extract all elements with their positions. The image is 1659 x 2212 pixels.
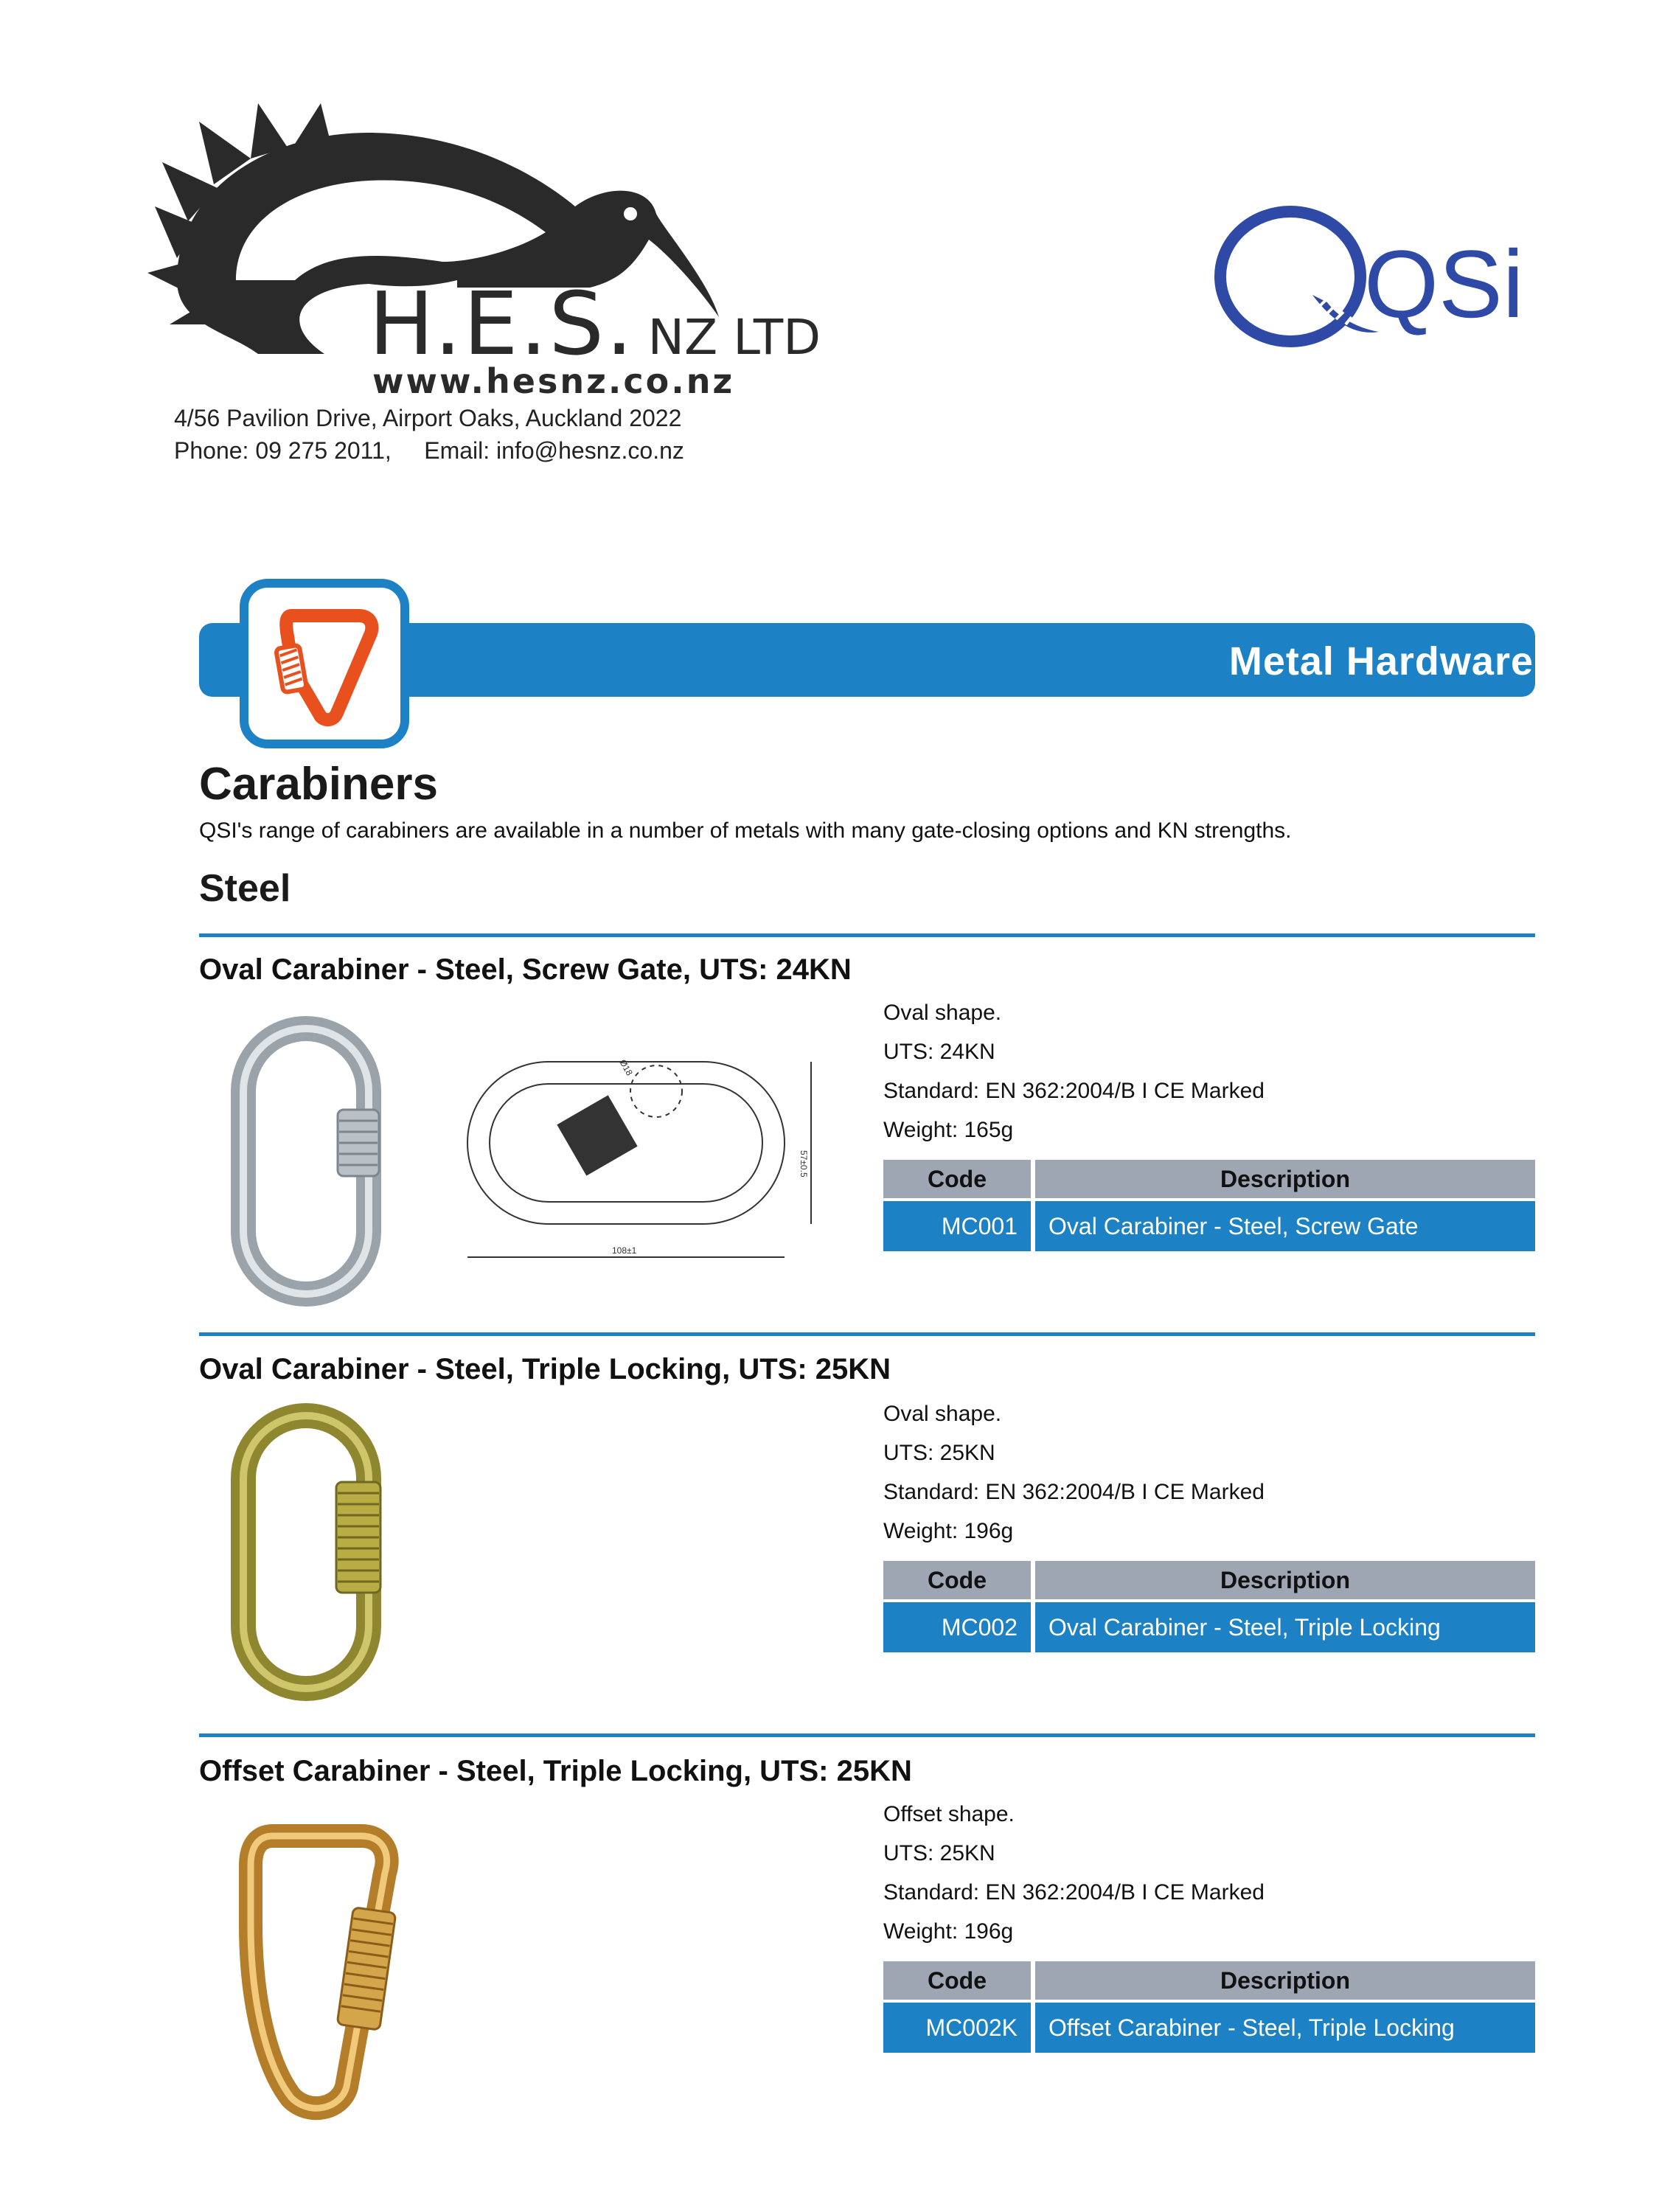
product-table: Code Description MC002 Oval Carabiner - Steel, Triple Locking	[883, 1561, 1535, 1652]
divider	[199, 1332, 1535, 1336]
qsi-logo	[1209, 199, 1524, 354]
company-address: 4/56 Pavilion Drive, Airport Oaks, Auckland 2022 Phone: 09 275 2011, Email: info@hesnz.co.nz	[174, 405, 684, 464]
product-title: Oval Carabiner - Steel, Triple Locking, UTS: 25KN	[199, 1353, 891, 1385]
divider	[199, 933, 1535, 937]
product-code: MC001	[883, 1201, 1031, 1251]
product-code: MC002K	[883, 2003, 1031, 2053]
table-row	[883, 2003, 1535, 2053]
qsi-logo-text: QSi	[1364, 230, 1524, 338]
code-header: Code	[883, 1160, 1031, 1198]
product-image	[221, 1814, 413, 2131]
product-specs: Oval shape. UTS: 24KN Standard: EN 362:2004/B I CE Marked Weight: 165g	[883, 1001, 1265, 1142]
technical-diagram	[457, 1047, 826, 1268]
divider	[199, 1733, 1535, 1737]
product-table: Code Description MC002K Offset Carabiner - Steel, Triple Locking	[883, 1961, 1535, 2053]
product-description: Oval Carabiner - Steel, Triple Locking	[1035, 1602, 1535, 1652]
product-code: MC002	[883, 1602, 1031, 1652]
banner-title: Metal Hardware	[1228, 639, 1534, 684]
section-subtitle: Steel	[199, 867, 291, 910]
svg-text:Ø18: Ø18	[617, 1057, 635, 1078]
product-specs: Offset shape. UTS: 25KN Standard: EN 362:2004/B I CE Marked Weight: 196g	[883, 1802, 1265, 1944]
section-title: Carabiners	[199, 759, 438, 810]
product-specs: Oval shape. UTS: 25KN Standard: EN 362:2004/B I CE Marked Weight: 196g	[883, 1402, 1265, 1543]
svg-text:108±1: 108±1	[612, 1245, 637, 1256]
table-row	[883, 1602, 1535, 1652]
description-header: Description	[1035, 1160, 1535, 1198]
section-intro: QSI's range of carabiners are available in a number of metals with many gate-closing options and KN strengths.	[199, 818, 1292, 843]
company-website[interactable]: www.hesnz.co.nz	[372, 361, 735, 401]
svg-text:57±0.5: 57±0.5	[799, 1150, 809, 1178]
product-table	[883, 1160, 1535, 1251]
carabiner-icon	[240, 579, 409, 748]
product-image	[221, 1401, 398, 1703]
product-title: Offset Carabiner - Steel, Triple Locking, UTS: 25KN	[199, 1755, 912, 1787]
company-name: H.E.S. NZ LTD	[369, 273, 821, 375]
product-description: Oval Carabiner - Steel, Screw Gate	[1035, 1201, 1535, 1251]
product-description: Offset Carabiner - Steel, Triple Locking	[1035, 2003, 1535, 2053]
table-row	[883, 1201, 1535, 1251]
product-title: Oval Carabiner - Steel, Screw Gate, UTS: 24KN	[199, 953, 852, 986]
product-image	[221, 1014, 398, 1309]
